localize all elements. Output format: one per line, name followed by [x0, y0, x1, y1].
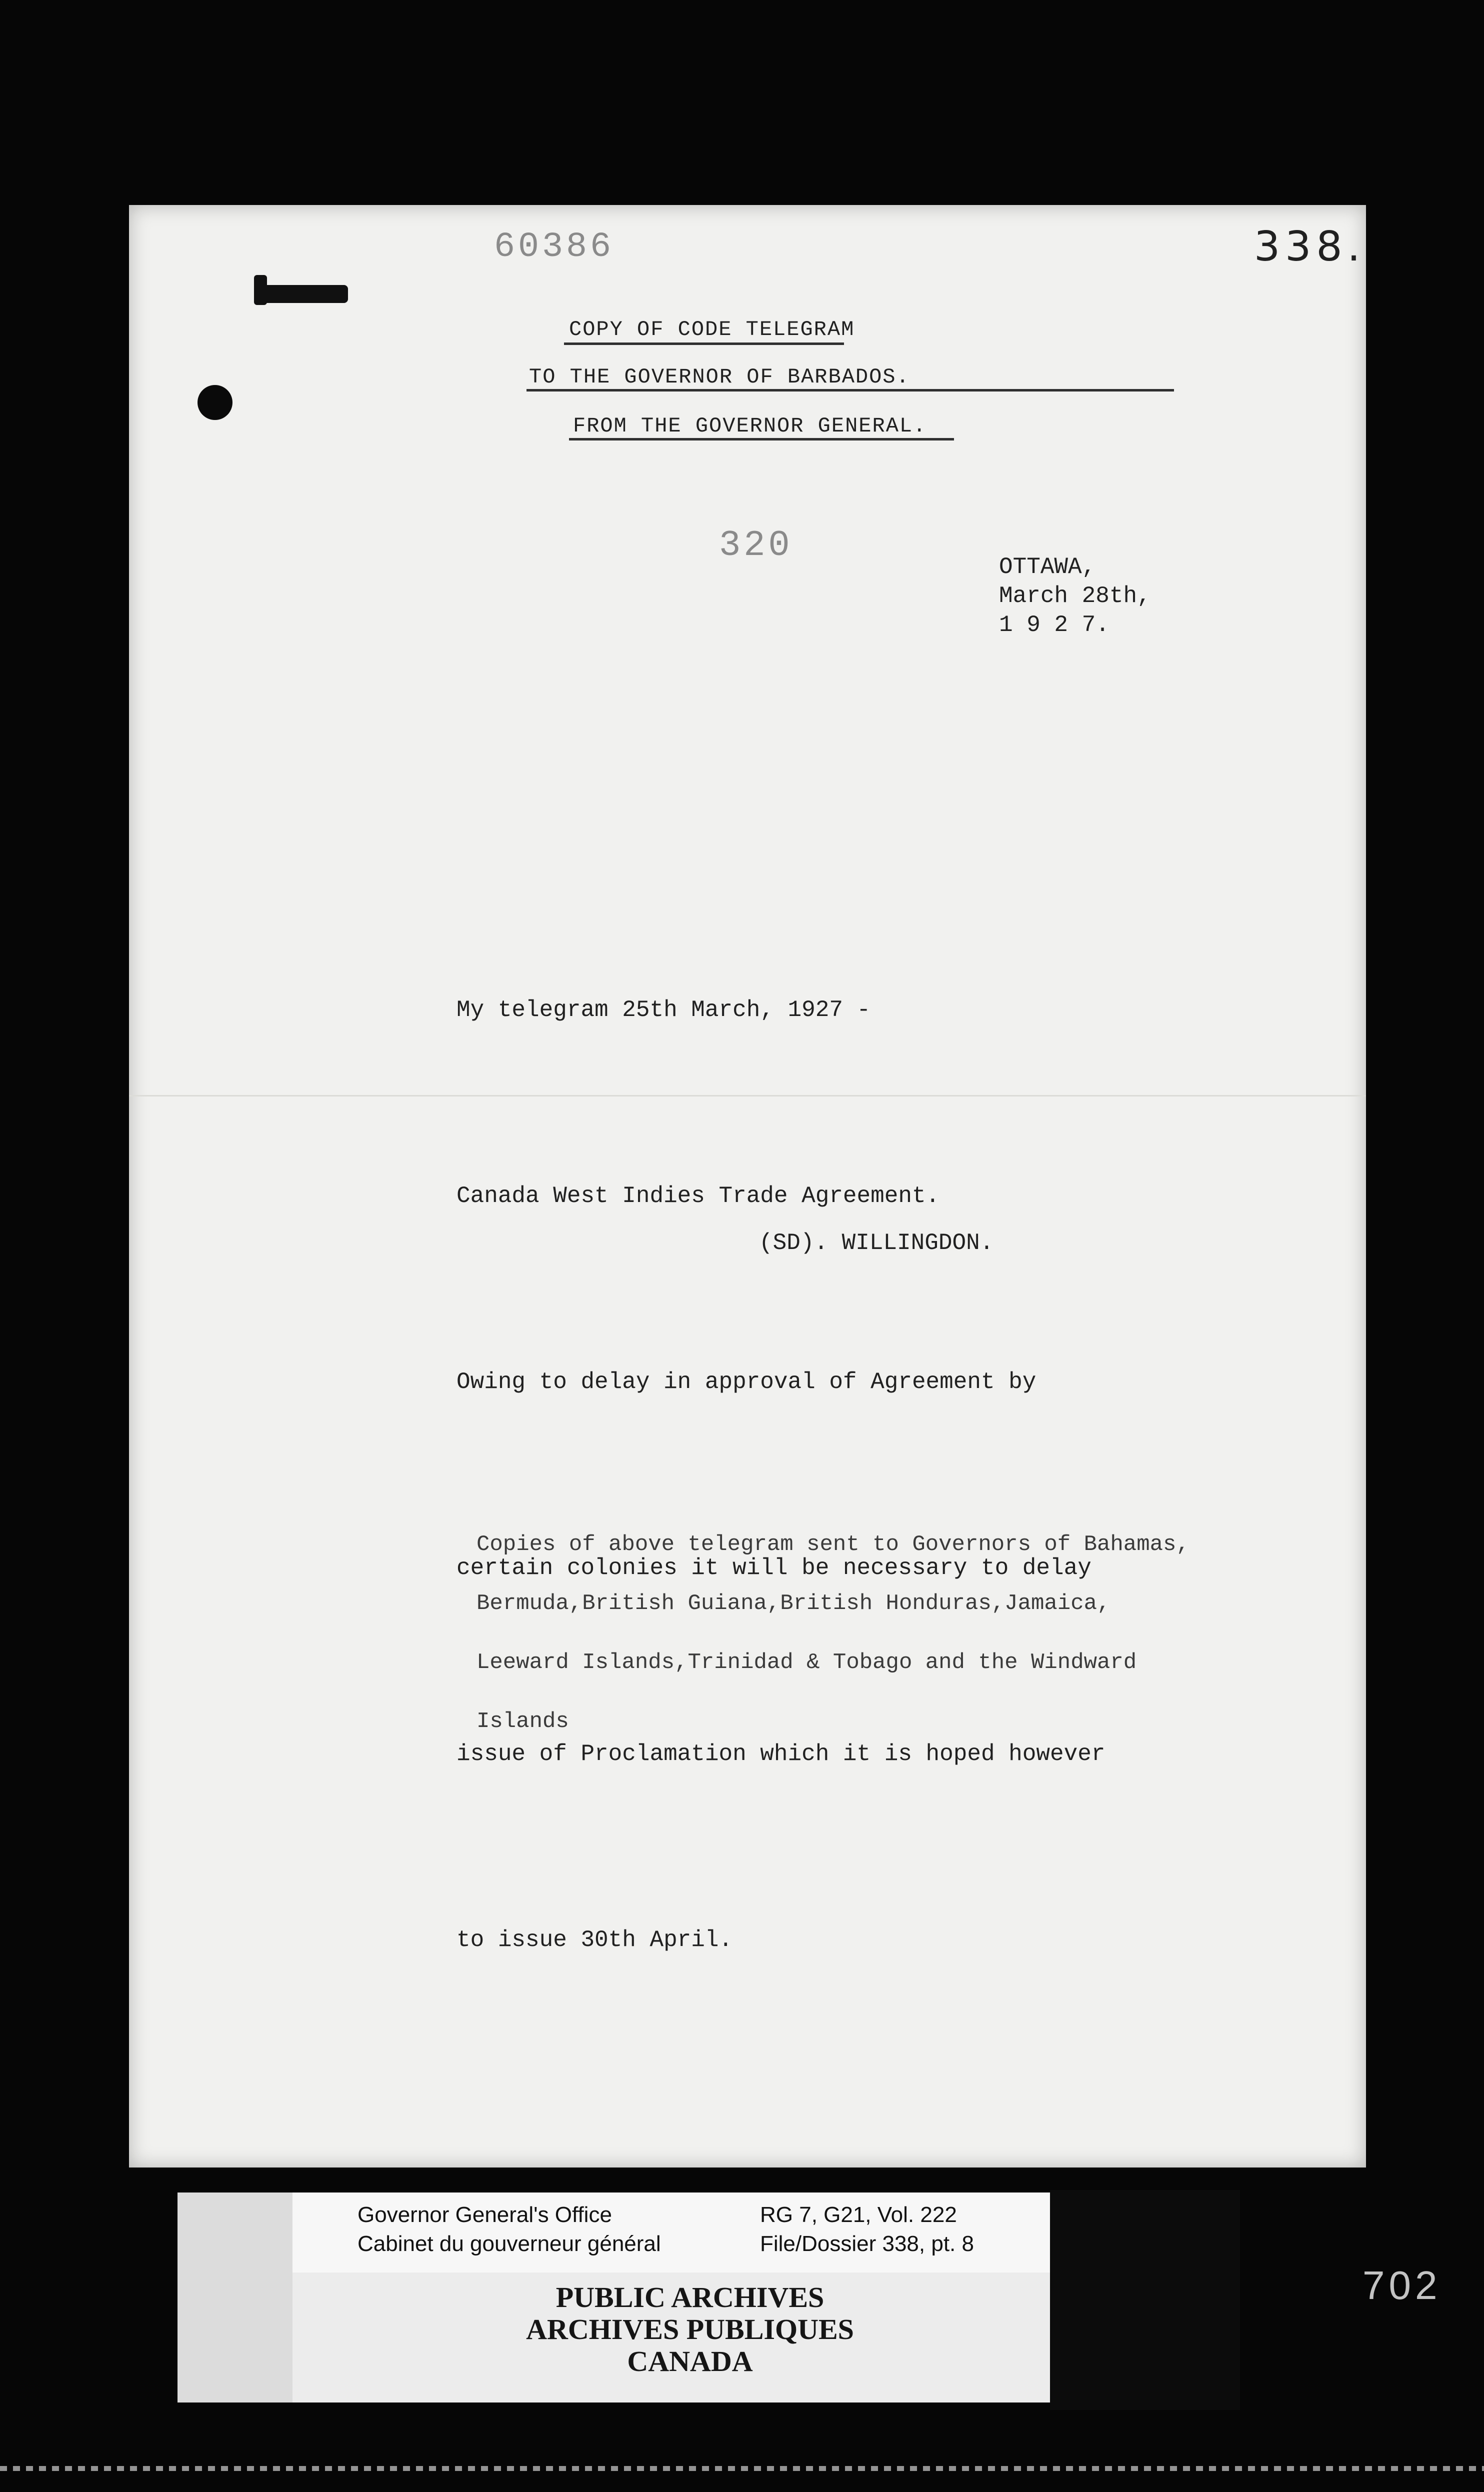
punch-hole [198, 385, 232, 420]
place-and-date [999, 552, 1151, 640]
body-line: to issue 30th April. [456, 1927, 733, 1953]
place: OTTAWA, [999, 554, 1096, 580]
copies-note-line: Copies of above telegram sent to Governors of Bahamas, [476, 1532, 1190, 1557]
film-edge-strip [0, 2466, 1484, 2471]
public-archives-stamp [292, 2272, 1088, 2402]
film-frame-number: 702 [1362, 2263, 1442, 2308]
date-line-1: March 28th, [999, 583, 1151, 609]
body-line: Canada West Indies Trade Agreement. [456, 1183, 940, 1209]
copies-note-line: Islands [476, 1709, 569, 1734]
folio-number: 338. [1254, 223, 1366, 270]
heading-underline-3 [569, 438, 954, 440]
copies-note-line: Leeward Islands,Trinidad & Tobago and the Windward [476, 1650, 1137, 1675]
telegram-page [129, 205, 1366, 2168]
archives-line-3: CANADA [627, 2345, 753, 2378]
body-line: issue of Proclamation which it is hoped however [456, 1741, 1106, 1767]
archive-reference-label [292, 2192, 1050, 2272]
heading-line-2: TO THE GOVERNOR OF BARBADOS. [529, 365, 910, 389]
office-english: Governor General's Office [358, 2202, 612, 2227]
page-number-stamp: 320 [719, 525, 793, 566]
file-reference: File/Dossier 338, pt. 8 [760, 2232, 974, 2256]
signature: (SD). WILLINGDON. [759, 1230, 994, 1256]
record-group-reference: RG 7, G21, Vol. 222 [760, 2202, 957, 2227]
date-line-2: 1 9 2 7. [999, 612, 1110, 638]
body-line: Owing to delay in approval of Agreement by [456, 1369, 1036, 1395]
label-right-shadow [1050, 2190, 1240, 2410]
heading-line-3: FROM THE GOVERNOR GENERAL. [573, 414, 927, 438]
archives-line-1: PUBLIC ARCHIVES [556, 2281, 824, 2314]
staple-mark-bar [258, 285, 348, 303]
telegram-body [456, 855, 1105, 2095]
copies-note-line: Bermuda,British Guiana,British Honduras,Jamaica, [476, 1591, 1110, 1616]
heading-line-1: COPY OF CODE TELEGRAM [569, 318, 855, 342]
archives-line-2: ARCHIVES PUBLIQUES [526, 2313, 854, 2346]
heading-underline-1 [564, 342, 844, 345]
body-line: certain colonies it will be necessary to delay [456, 1555, 1092, 1581]
label-backing [178, 2192, 292, 2402]
body-line: My telegram 25th March, 1927 - [456, 997, 871, 1023]
heading-underline-2 [526, 389, 1174, 392]
copies-note [476, 1515, 1190, 1751]
office-french: Cabinet du gouverneur général [358, 2232, 661, 2256]
document-number-stamp: 60386 [494, 228, 614, 267]
